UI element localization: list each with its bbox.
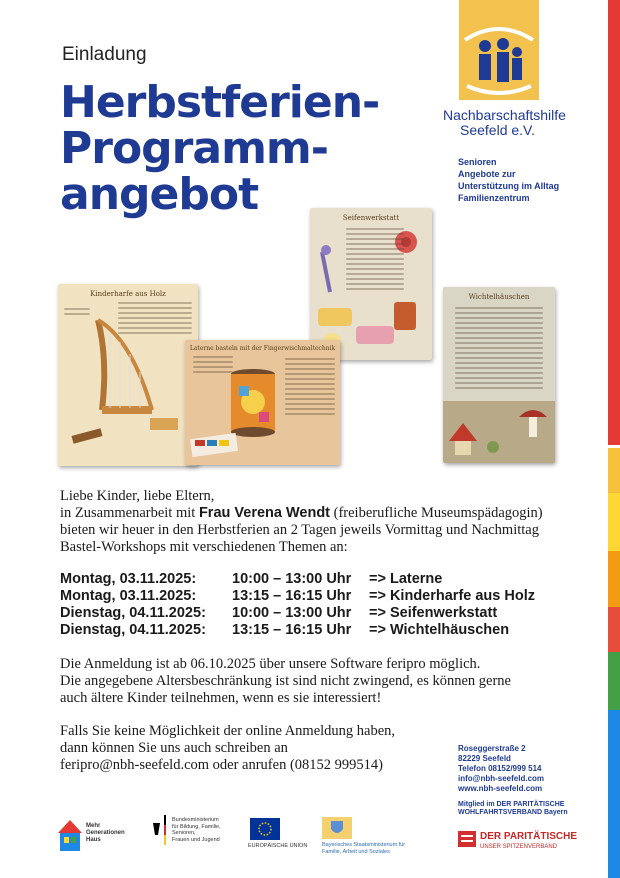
registration-paragraph: Die Anmeldung ist ab 06.10.2025 über unsere Software feripro möglich. Die angegebene Altersbeschränkung ist sind nicht zwingend, es können gerne auch ältere Kinder teilnehmen, wenn es sie interessiert! [60, 656, 511, 706]
contact-phone: Telefon 08152/999 514 [458, 764, 542, 773]
lantern-card-title: Laterne basteln mit der Fingerwischmaltechnik [189, 345, 336, 352]
soap-card-title: Seifenwerkstatt [342, 214, 400, 222]
invitation-label: Einladung [62, 44, 147, 65]
soap-workshop-card [310, 208, 432, 360]
organization-logo [459, 0, 539, 100]
schedule-row: Montag, 03.11.2025: 13:15 – 16:15 Uhr => Kinderharfe aus Holz [60, 588, 535, 604]
bmfsfj-logo: Bundesministerium für Bildung, Familie, Senioren, Frauen und Jugend [150, 815, 242, 855]
gnome-card-title: Wichtelhäuschen [468, 293, 530, 301]
paritaet-mark-icon [458, 831, 476, 847]
house-icon [56, 817, 84, 853]
contact-street: Roseggerstraße 2 [458, 744, 526, 753]
title-line-3: angebot [60, 169, 259, 220]
contact-city: 82229 Seefeld [458, 754, 511, 763]
gnome-house-workshop-card [443, 287, 555, 463]
mehrgenerationenhaus-logo: Mehr Generationen Haus [56, 815, 136, 855]
alternative-contact-paragraph: Falls Sie keine Möglichkeit der online Anmeldung haben, dann können Sie uns auch schreiben an feripro@nbh-seefeld.com oder anrufen (08152 999514) [60, 723, 396, 773]
page-title [60, 77, 380, 220]
contact-website[interactable]: www.nbh-seefeld.com [458, 784, 543, 793]
eagle-icon [150, 815, 168, 851]
contact-email[interactable]: info@nbh-seefeld.com [458, 774, 545, 783]
schedule-row: Dienstag, 04.11.2025: 13:15 – 16:15 Uhr => Wichtelhäuschen [60, 622, 510, 638]
bavaria-ministry-logo: Bayerisches Staatsministerium für Familie, Arbeit und Soziales [320, 815, 415, 855]
schedule-row: Dienstag, 04.11.2025: 10:00 – 13:00 Uhr => Seifenwerkstatt [60, 605, 498, 621]
title-line-2: Programm- [60, 123, 329, 174]
title-line-1: Herbstferien- [60, 77, 380, 128]
membership-note: Mitglied im DER PARITÄTISCHE WOHLFAHRTSVERBAND Bayern [458, 801, 568, 816]
organization-name: Nachbarschaftshilfe Seefeld e.V. [443, 107, 566, 138]
organization-services: Senioren Angebote zur Unterstützung im Alltag Familienzentrum [458, 157, 560, 203]
bavarian-crest-icon [322, 817, 352, 839]
contact-block [458, 744, 544, 794]
instructor-name: Frau Verena Wendt [198, 505, 331, 521]
harp-workshop-card [58, 284, 198, 466]
workshop-schedule [60, 571, 535, 639]
lantern-workshop-card [185, 340, 340, 465]
eu-logo: EUROPÄISCHE UNION [248, 815, 310, 855]
eu-flag-icon [250, 818, 280, 840]
schedule-row: Montag, 03.11.2025: 10:00 – 13:00 Uhr => Laterne [60, 571, 443, 587]
harp-card-title: Kinderharfe aus Holz [90, 290, 166, 298]
intro-paragraph: Liebe Kinder, liebe Eltern, in Zusammenarbeit mit Frau Verena Wendt (freiberufliche Museumspädagogin) bieten wir heuer in den Herbstferien an 2 Tagen jeweils Vormittag und Nachmittag Bastel-Workshops mit verschiedenen Themen an: [60, 488, 543, 555]
paritaetische-logo: DER PARITÄTISCHE UNSER SPITZENVERBAND [458, 828, 578, 856]
